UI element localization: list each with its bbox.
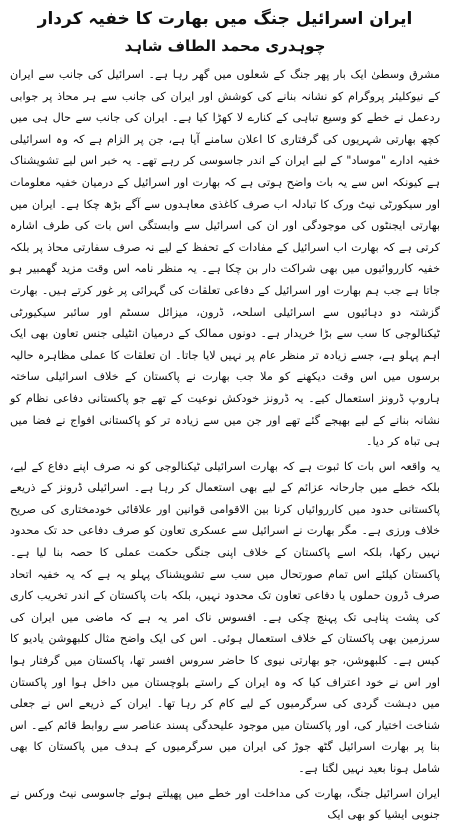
article-title: ایران اسرائیل جنگ میں بھارت کا خفیہ کردار bbox=[37, 9, 413, 29]
article-paragraph: مشرق وسطیٰ ایک بار پھر جنگ کے شعلوں میں گھر رہا ہے۔ اسرائیل کی جانب سے ایران کے نیوکلیئر پروگرام کو نشانہ بنانے کی کوشش اور ایران کی جانب سے ہر محاذ پر جوابی ردعمل نے خطے کو وسیع تباہی کے کنارے لا کھڑا کیا ہے۔ ایران کی جانب سے حال ہی میں کچھ بھارتی شہریوں کی گرفتاری کا اعلان سامنے آیا ہے، جن پر الزام ہے کہ وہ اسرائیلی خفیہ ادارے "موساد" کے لیے ایران کے اندر جاسوسی کر رہے تھے۔ یہ خبر اس لیے تشویشناک ہے کیونکہ اس سے یہ بات واضح ہوتی ہے کہ بھارت اور اسرائیل کے درمیان خفیہ معلومات اور سیکورٹی نیٹ ورک کا تبادلہ اب صرف کاغذی معاہدوں سے آگے بڑھ چکا ہے۔ ایران میں بھارتی ایجنٹوں کی موجودگی اور ان کی اسرائیل سے وابستگی اس بات کی طرف اشارہ کرتی ہے کہ بھارت اب اسرائیل کے مفادات کے تحفظ کے لیے نہ صرف سفارتی محاذ پر بلکہ خفیہ کارروائیوں میں بھی شراکت دار بن چکا ہے۔ یہ منظر نامہ اس وقت مزید گھمبیر ہو جاتا ہے جب ہم بھارت اور اسرائیل کے دفاعی تعلقات کی گہرائی پر غور کرتے ہیں۔ بھارت گزشتہ دو دہائیوں سے اسرائیلی اسلحہ، ڈرون، میزائل سسٹم اور سائبر سیکیورٹی ٹیکنالوجی کا سب سے بڑا خریدار ہے۔ دونوں ممالک کے درمیان انٹیلی جنس تعاون بھی ایک اہم پہلو ہے، جسے زیادہ تر منظر عام پر نہیں لایا جاتا۔ ان تعلقات کا عملی مظاہرہ حالیہ برسوں میں اس وقت دیکھنے کو ملا جب بھارت نے پاکستان کے خلاف اسرائیلی ساختہ ہاروپ ڈرونز استعمال کیے۔ یہ ڈرونز خودکش نوعیت کے تھے جو پاکستانی دفاعی نظام کو نشانہ بنانے کے لیے بھیجے گئے تھے اور جن میں سے زیادہ تر کو پاکستانی افواج نے فضا میں ہی تباہ کر دیا۔ bbox=[10, 68, 440, 449]
author-byline: چوہدری محمد الطاف شاہد bbox=[124, 37, 326, 55]
article-paragraph: یہ واقعہ اس بات کا ثبوت ہے کہ بھارت اسرائیلی ٹیکنالوجی کو نہ صرف اپنے دفاع کے لیے، بلکہ خطے میں جارحانہ عزائم کے لیے بھی استعمال کر رہا ہے۔ اسرائیلی ڈرونز کے ذریعے پاکستانی حدود میں کارروائیاں کرنا بین الاقوامی قوانین اور علاقائی خودمختاری کی صریح خلاف ورزی ہے۔ مگر بھارت نے اسرائیل سے عسکری تعاون کو صرف دفاعی حد تک محدود نہیں رکھا، بلکہ اسے پاکستان کے خلاف اپنی جنگی حکمت عملی کا حصہ بنا لیا ہے۔ پاکستان کیلئے اس تمام صورتحال میں سب سے تشویشناک پہلو یہ ہے کہ یہ خفیہ اتحاد صرف ڈرون حملوں یا دفاعی تعاون تک محدود نہیں، بلکہ بات پاکستان کے اندر تخریب کاری کی پشت پناہی تک پہنچ چکی ہے۔ افسوس ناک امر یہ ہے کہ ماضی میں ایران کی سرزمین بھی پاکستان کے خلاف استعمال ہوئی۔ اس کی ایک واضح مثال کلبھوشن یادیو کا کیس ہے۔ کلبھوشن، جو بھارتی نیوی کا حاضر سروس افسر تھا، پاکستان میں گرفتار ہوا اور اس نے خود اعتراف کیا کہ وہ ایران کے راستے بلوچستان میں داخل ہوا اور پاکستان میں دہشت گردی کی سرگرمیوں کے لیے کام کر رہا تھا۔ ایران کے ذریعے اس نے جعلی شناخت اختیار کی، اور پاکستان میں موجود علیحدگی پسند عناصر سے روابط قائم کیے۔ اس بنا پر بھارت اسرائیل گٹھ جوڑ کی ایران میں سرگرمیوں کے ہدف میں پاکستان کا بھی شامل ہونا بعید نہیں لگتا ہے۔ bbox=[10, 459, 440, 775]
article-paragraph: ایران اسرائیل جنگ، بھارت کی مداخلت اور خطے میں پھیلتے ہوئے جاسوسی نیٹ ورکس نے جنوبی ایشیا کو بھی ایک bbox=[10, 786, 440, 822]
